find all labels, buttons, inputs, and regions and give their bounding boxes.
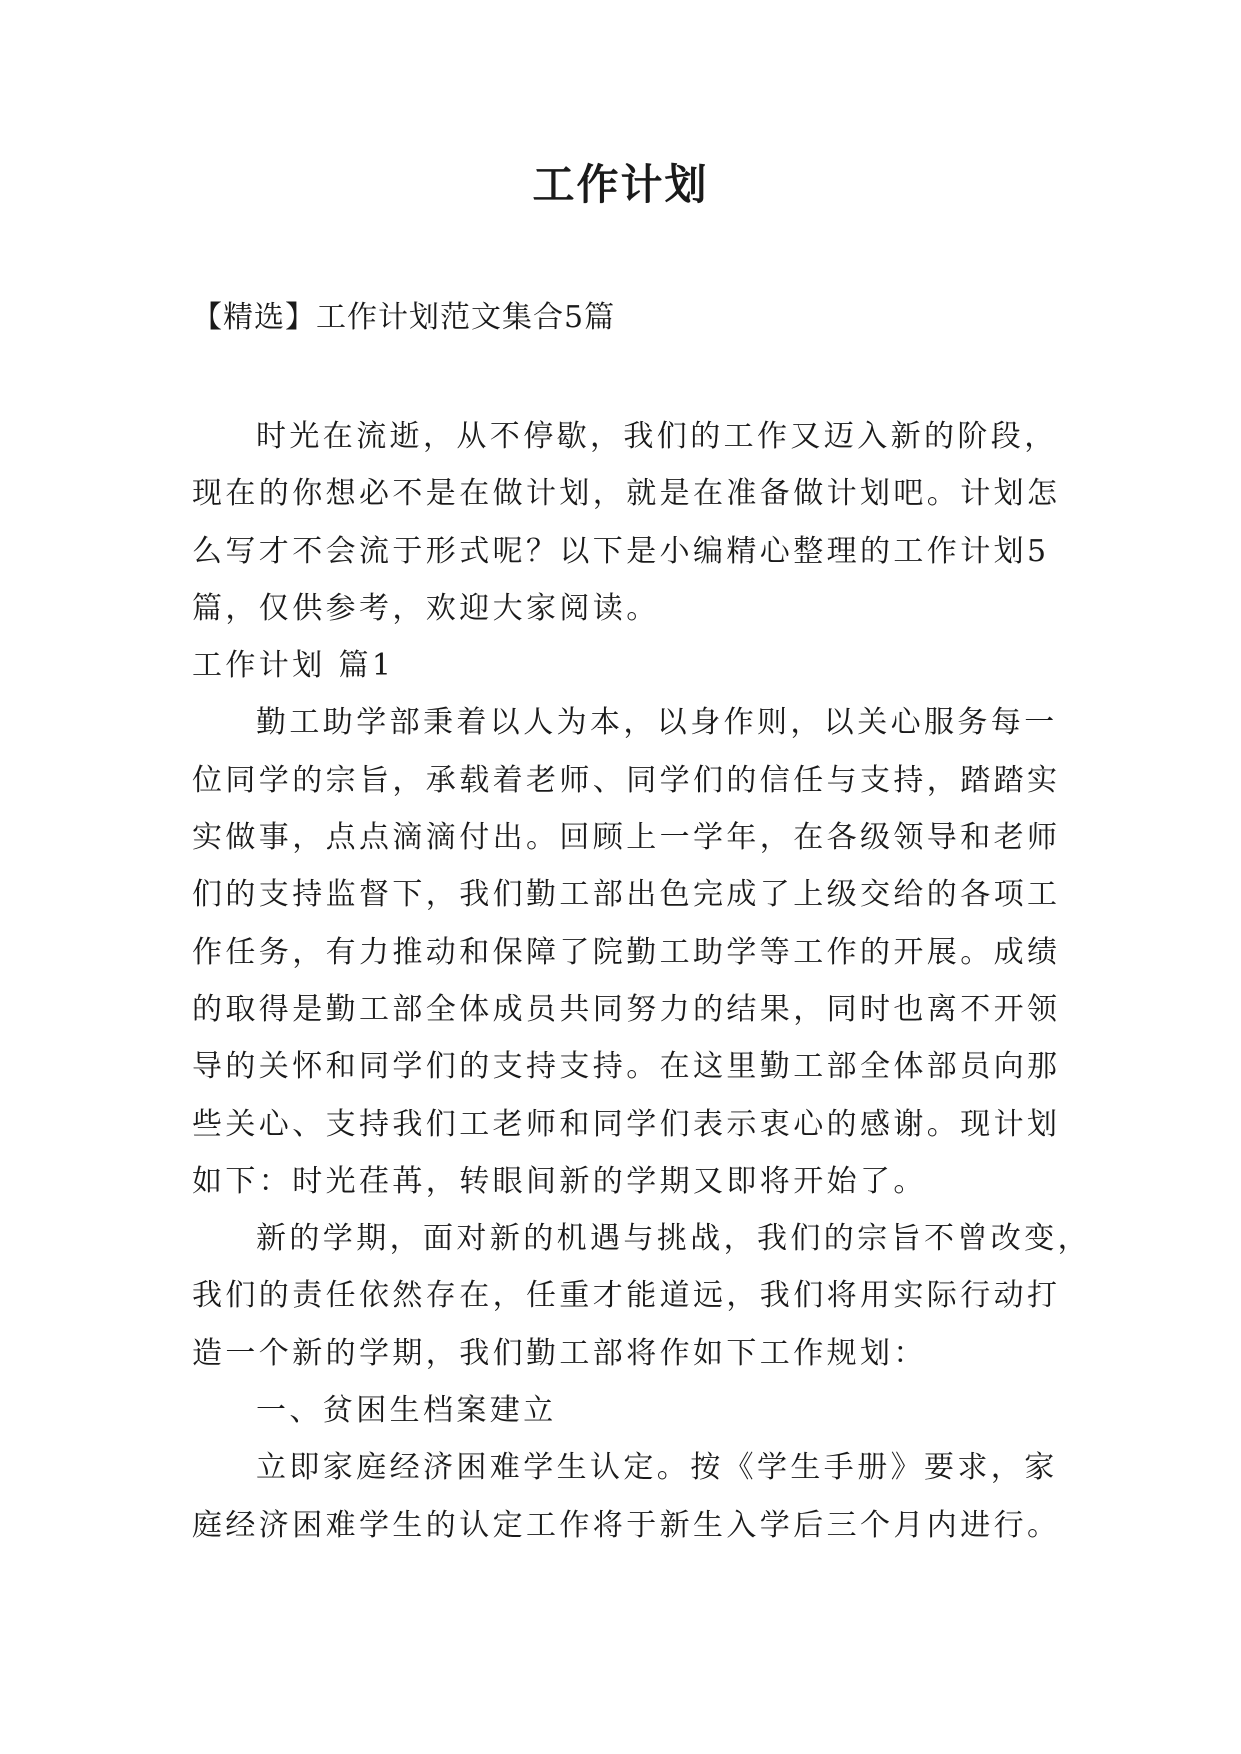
body-line: 么写才不会流于形式呢？以下是小编精心整理的工作计划5: [192, 533, 1050, 569]
body-line: 造一个新的学期，我们勤工部将作如下工作规划：: [192, 1335, 927, 1371]
body-line: 导的关怀和同学们的支持支持。在这里勤工部全体部员向那: [192, 1049, 1061, 1085]
body-line: 作任务，有力推动和保障了院勤工助学等工作的开展。成绩: [192, 934, 1061, 970]
body-line: 庭经济困难学生的认定工作将于新生入学后三个月内进行。: [192, 1507, 1061, 1543]
body-line: 现在的你想必不是在做计划，就是在准备做计划吧。计划怎: [192, 476, 1061, 512]
body-line: 的取得是勤工部全体成员共同努力的结果，同时也离不开领: [192, 991, 1061, 1027]
document-body: [192, 408, 1091, 1554]
body-line: 篇，仅供参考，欢迎大家阅读。: [192, 590, 660, 626]
body-line: 位同学的宗旨，承载着老师、同学们的信任与支持，踏踏实: [192, 762, 1061, 798]
body-line: 立即家庭经济困难学生认定。按《学生手册》要求，家: [256, 1450, 1058, 1486]
body-line: 时光在流逝，从不停歇，我们的工作又迈入新的阶段，: [256, 419, 1058, 454]
body-line: 新的学期，面对新的机遇与挑战，我们的宗旨不曾改变，: [256, 1221, 1091, 1257]
subsection-heading: 一、贫困生档案建立: [256, 1393, 557, 1429]
body-line: 实做事，点点滴滴付出。回顾上一学年，在各级领导和老师: [192, 820, 1061, 856]
body-line: 我们的责任依然存在，任重才能道远，我们将用实际行动打: [192, 1278, 1061, 1314]
body-line: 如下：时光荏苒，转眼间新的学期又即将开始了。: [192, 1163, 927, 1199]
body-line: 些关心、支持我们工老师和同学们表示衷心的感谢。现计划: [192, 1106, 1061, 1142]
document-subtitle: 【精选】工作计划范文集合5篇: [192, 300, 616, 335]
section-heading: 工作计划 篇1: [192, 648, 395, 684]
body-line: 勤工助学部秉着以人为本，以身作则，以关心服务每一: [256, 705, 1058, 741]
body-line: 们的支持监督下，我们勤工部出色完成了上级交给的各项工: [192, 877, 1061, 913]
page-title: 工作计划: [532, 160, 709, 209]
